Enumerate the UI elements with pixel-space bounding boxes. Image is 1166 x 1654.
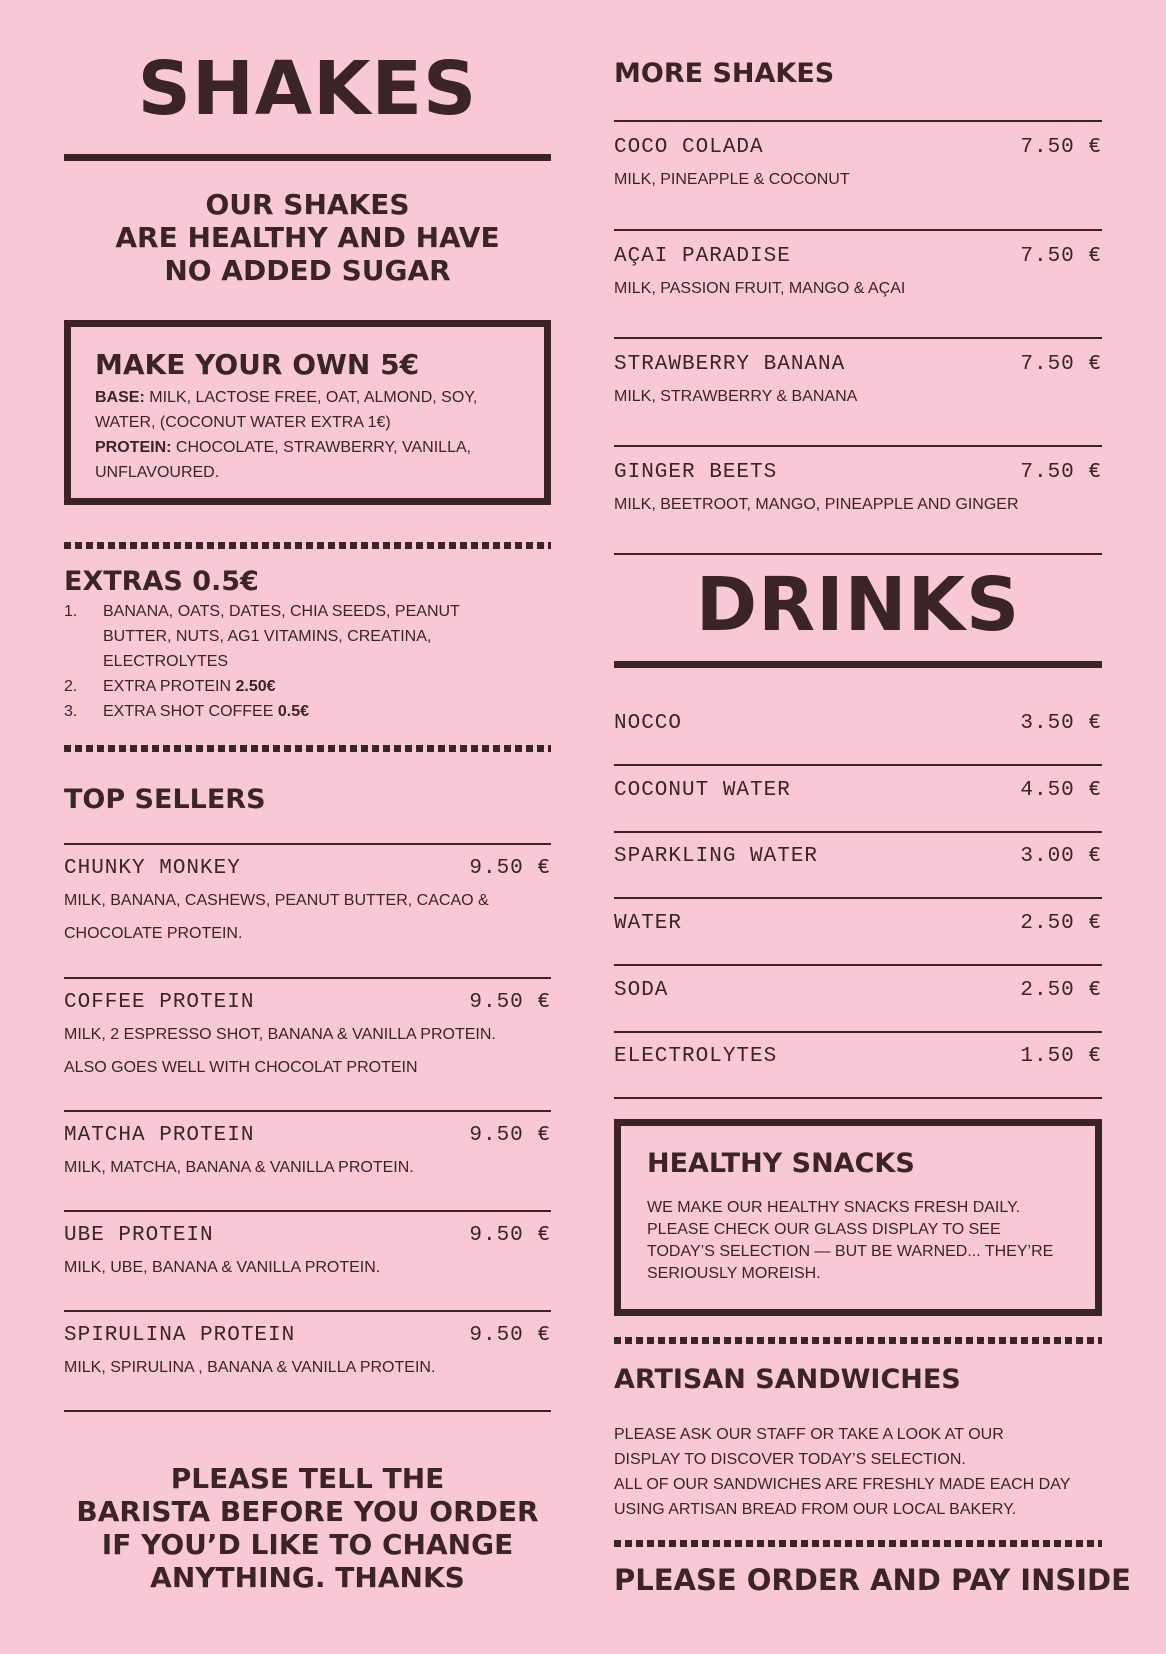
list-item: 2. EXTRA PROTEIN 2.50€	[64, 678, 276, 695]
menu-item-acai-paradise: AÇAI PARADISE 7.50 € MILK, PASSION FRUIT, MANGO & AÇAI	[614, 245, 1102, 297]
list-item: 3. EXTRA SHOT COFFEE 0.5€	[64, 703, 309, 720]
drinks-title: DRINKS	[695, 562, 1021, 648]
order-inside-notice: PLEASE ORDER AND PAY INSIDE	[614, 1563, 1131, 1597]
drink-electrolytes: ELECTROLYTES 1.50 €	[614, 1045, 1102, 1068]
extras-title: EXTRAS 0.5€	[64, 566, 259, 597]
extras-section	[64, 568, 551, 724]
menu-item-chunky-monkey: CHUNKY MONKEY 9.50 € MILK, BANANA, CASHEWS, PEANUT BUTTER, CACAO & CHOCOLATE PROTEIN.	[64, 857, 551, 942]
drink-nocco: NOCCO 3.50 €	[614, 712, 1102, 735]
extras-divider-top	[64, 542, 551, 549]
drink-coconut-water: COCONUT WATER 4.50 €	[614, 779, 1102, 802]
sandwiches-text: PLEASE ASK OUR STAFF OR TAKE A LOOK AT OUR DISPLAY TO DISCOVER TODAY’S SELECTION. ALL OF OUR SANDWICHES ARE FRESHLY MADE EACH DAY USING ARTISAN BREAD FROM OUR LOCAL BAKERY.	[614, 1426, 1071, 1518]
healthy-snacks-text: WE MAKE OUR HEALTHY SNACKS FRESH DAILY. PLEASE CHECK OUR GLASS DISPLAY TO SEE TODAY’S SELECTION — BUT BE WARNED... THEY’RE SERIOUSLY MOREISH.	[647, 1199, 1054, 1282]
drink-soda: SODA 2.50 €	[614, 979, 1102, 1002]
shakes-tagline: OUR SHAKES ARE HEALTHY AND HAVE NO ADDED SUGAR	[115, 188, 500, 287]
drink-sparkling-water: SPARKLING WATER 3.00 €	[614, 845, 1102, 868]
menu-item-spirulina-protein: SPIRULINA PROTEIN 9.50 € MILK, SPIRULINA , BANANA & VANILLA PROTEIN.	[64, 1324, 551, 1376]
menu-item-coco-colada: COCO COLADA 7.50 € MILK, PINEAPPLE & COCONUT	[614, 136, 1102, 188]
sandwiches-title: ARTISAN SANDWICHES	[614, 1364, 961, 1395]
title-divider	[64, 154, 551, 161]
barista-notice: PLEASE TELL THE BARISTA BEFORE YOU ORDER IF YOU’D LIKE TO CHANGE ANYTHING. THANKS	[76, 1462, 539, 1594]
footer-divider	[614, 1540, 1102, 1547]
menu-item-ginger-beets: GINGER BEETS 7.50 € MILK, BEETROOT, MANGO, PINEAPPLE AND GINGER	[614, 461, 1102, 513]
extras-list	[64, 599, 551, 724]
menu-item-matcha-protein: MATCHA PROTEIN 9.50 € MILK, MATCHA, BANANA & VANILLA PROTEIN.	[64, 1124, 551, 1176]
healthy-snacks-box	[614, 1119, 1102, 1316]
list-item: 1. BANANA, OATS, DATES, CHIA SEEDS, PEANUT BUTTER, NUTS, AG1 VITAMINS, CREATINA, ELECTROLYTES	[64, 603, 460, 670]
menu-item-strawberry-banana: STRAWBERRY BANANA 7.50 € MILK, STRAWBERRY & BANANA	[614, 353, 1102, 405]
healthy-snacks-title: HEALTHY SNACKS	[647, 1148, 915, 1179]
sandwiches-divider-top	[614, 1337, 1102, 1344]
protein-line-2: UNFLAVOURED.	[95, 464, 220, 481]
base-line-2: WATER, (COCONUT WATER EXTRA 1€)	[95, 414, 391, 431]
drinks-divider	[614, 661, 1102, 668]
menu-item-ube-protein: UBE PROTEIN 9.50 € MILK, UBE, BANANA & VANILLA PROTEIN.	[64, 1224, 551, 1276]
menu-item-coffee-protein: COFFEE PROTEIN 9.50 € MILK, 2 ESPRESSO SHOT, BANANA & VANILLA PROTEIN. ALSO GOES WELL WITH CHOCOLAT PROTEIN	[64, 991, 551, 1076]
extras-divider-bottom	[64, 745, 551, 752]
protein-line: PROTEIN: CHOCOLATE, STRAWBERRY, VANILLA,	[95, 439, 472, 456]
shakes-title: SHAKES	[137, 46, 478, 132]
more-shakes-title: MORE SHAKES	[614, 58, 835, 89]
drink-water: WATER 2.50 €	[614, 912, 1102, 935]
base-line: BASE: MILK, LACTOSE FREE, OAT, ALMOND, SOY,	[95, 389, 478, 406]
make-your-own-box	[64, 320, 551, 505]
make-your-own-title: MAKE YOUR OWN 5€	[95, 348, 420, 381]
top-sellers-title: TOP SELLERS	[64, 784, 266, 815]
